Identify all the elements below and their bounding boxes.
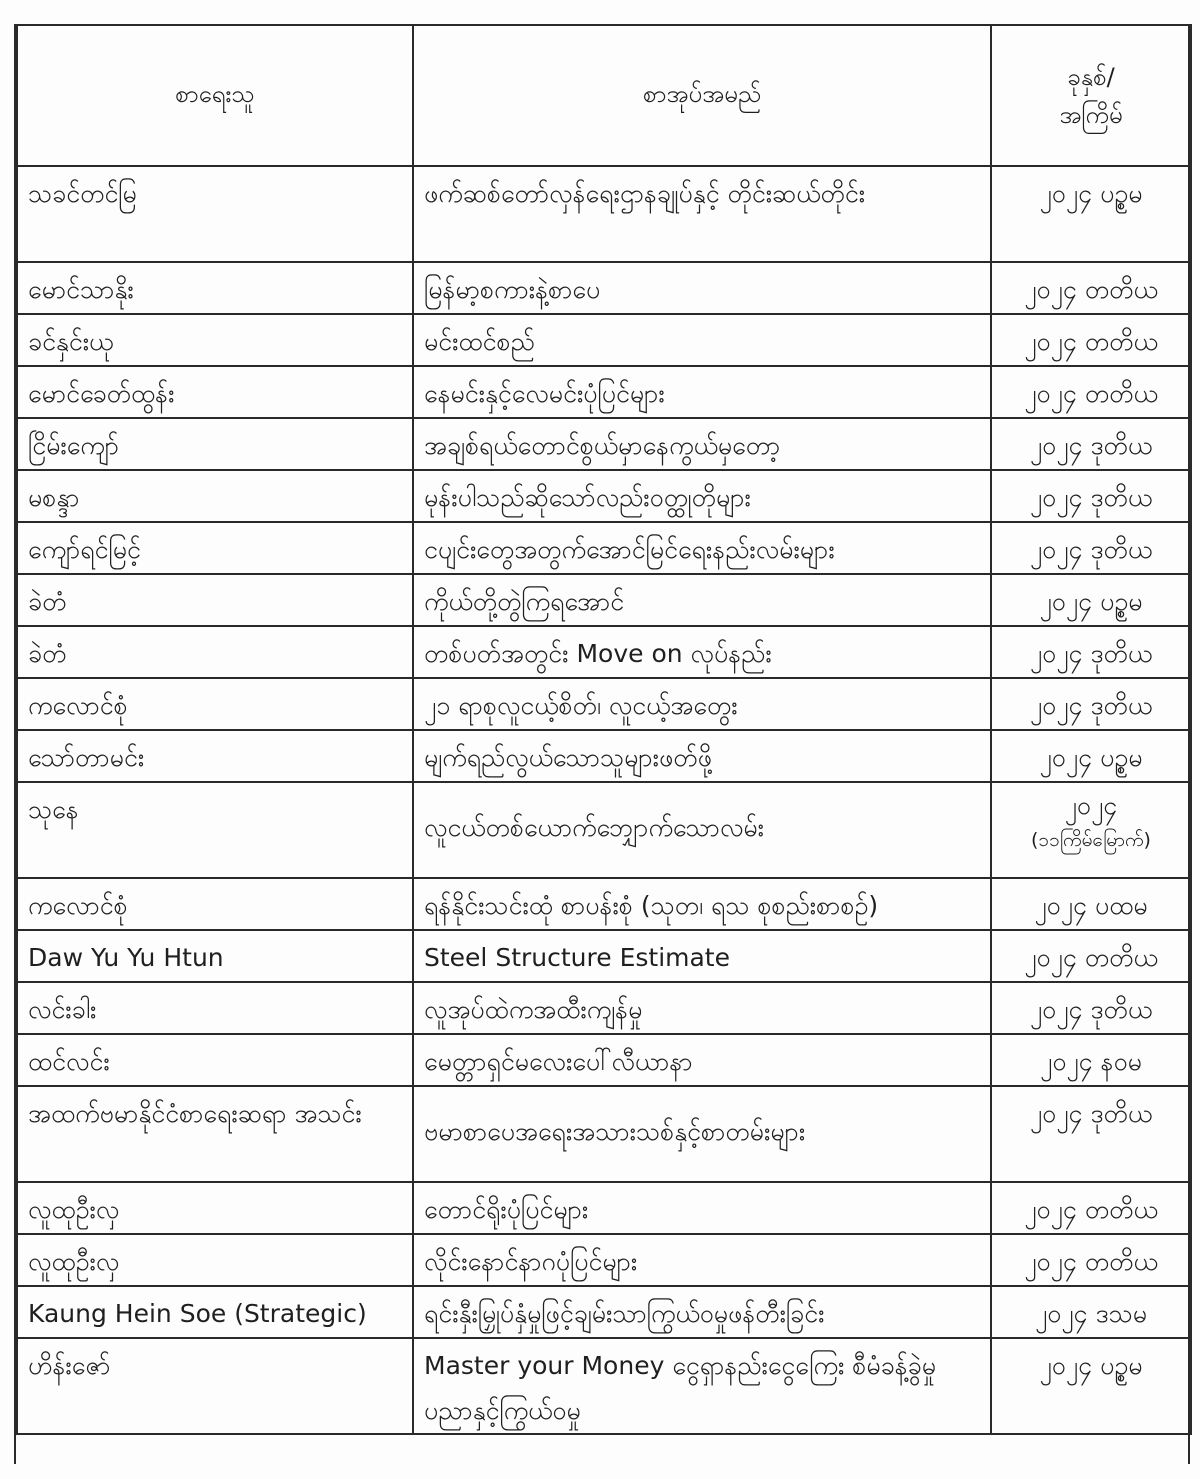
edition-cell: ၂၀၂၄ တတိယ	[991, 314, 1191, 366]
edition-cell: ၂၀၂၄ ပထမ	[991, 878, 1191, 930]
edition-note: (၁၁ကြိမ်မြောက်)	[1031, 829, 1151, 851]
author-cell: အထက်ဗမာနိုင်ငံစာရေးဆရာ အသင်း	[17, 1086, 413, 1182]
table-row	[17, 418, 1191, 470]
title-cell: Master your Money ငွေရှာနည်းငွေကြေး စီမံခန့်ခွဲမှုပညာနှင့်ကြွယ်ဝမှု	[413, 1338, 991, 1434]
author-cell: လူထုဦးလှ	[17, 1234, 413, 1286]
author-cell: မစန္ဒာ	[17, 470, 413, 522]
table-row	[17, 470, 1191, 522]
title-cell: အချစ်ရယ်တောင်စွယ်မှာနေကွယ်မှတော့	[413, 418, 991, 470]
title-cell: ဗမာစာပေအရေးအသားသစ်နှင့်စာတမ်းများ	[413, 1086, 991, 1182]
edition-cell: ၂၀၂၄ ပဥ္စမ	[991, 730, 1191, 782]
title-cell: မေတ္တာရှင်မလေးပေါ်လီယာနာ	[413, 1034, 991, 1086]
table-row	[17, 1086, 1191, 1182]
edition-cell: ၂၀၂၄ တတိယ	[991, 262, 1191, 314]
title-cell: ကိုယ်တို့တွဲကြရအောင်	[413, 574, 991, 626]
author-cell: သော်တာမင်း	[17, 730, 413, 782]
table-row	[17, 166, 1191, 262]
author-cell: ကျော်ရင်မြင့်	[17, 522, 413, 574]
title-cell: မုန်းပါသည်ဆိုသော်လည်းဝတ္ထုတိုများ	[413, 470, 991, 522]
table-row	[17, 678, 1191, 730]
table-row	[17, 782, 1191, 878]
edition-cell: ၂၀၂၄ တတိယ	[991, 1234, 1191, 1286]
author-cell: ထင်လင်း	[17, 1034, 413, 1086]
header-edition	[991, 25, 1191, 166]
title-cell: ဖက်ဆစ်တော်လှန်ရေးဌာနချုပ်နှင့် တိုင်းဆယ်တိုင်း	[413, 166, 991, 262]
author-cell: သုနေ	[17, 782, 413, 878]
author-cell: မောင်ခေတ်ထွန်း	[17, 366, 413, 418]
edition-cell	[991, 782, 1191, 878]
edition-cell: ၂၀၂၄ ဒသမ	[991, 1286, 1191, 1338]
title-cell: လူအုပ်ထဲကအထီးကျန်မှု	[413, 982, 991, 1034]
title-cell: ၂၁ ရာစုလူငယ့်စိတ်၊ လူငယ့်အတွေး	[413, 678, 991, 730]
book-list-table	[16, 24, 1192, 1435]
edition-cell: ၂၀၂၄ ဒုတိယ	[991, 418, 1191, 470]
author-cell: Kaung Hein Soe (Strategic)	[17, 1286, 413, 1338]
edition-cell: ၂၀၂၄ ပဥ္စမ	[991, 166, 1191, 262]
edition-cell: ၂၀၂၄ ဒုတိယ	[991, 678, 1191, 730]
table-row	[17, 574, 1191, 626]
author-cell: လင်းခါး	[17, 982, 413, 1034]
table-header-row	[17, 25, 1191, 166]
author-cell: ခဲတံ	[17, 574, 413, 626]
author-cell: သခင်တင်မြ	[17, 166, 413, 262]
title-cell: လူငယ်တစ်ယောက်ဘျှောက်သောလမ်း	[413, 782, 991, 878]
title-cell: မျက်ရည်လွယ်သောသူများဖတ်ဖို့	[413, 730, 991, 782]
table-row	[17, 1182, 1191, 1234]
author-cell: ငြိမ်းကျော်	[17, 418, 413, 470]
table-row	[17, 522, 1191, 574]
edition-cell: ၂၀၂၄ ဒုတိယ	[991, 982, 1191, 1034]
author-cell: ခင်နှင်းယု	[17, 314, 413, 366]
title-cell: Steel Structure Estimate	[413, 930, 991, 982]
header-title: စာအုပ်အမည်	[413, 25, 991, 166]
edition-year: ၂၀၂၄	[1064, 791, 1118, 820]
edition-cell: ၂၀၂၄ ဒုတိယ	[991, 470, 1191, 522]
author-cell: ခဲတံ	[17, 626, 413, 678]
title-cell: ရန်နိုင်းသင်းထုံ စာပန်းစုံ (သုတ၊ ရသ စုစည်းစာစဉ်)	[413, 878, 991, 930]
header-edition-line2: အကြိမ်	[1059, 100, 1123, 129]
table-row	[17, 1338, 1191, 1434]
table-row	[17, 982, 1191, 1034]
edition-cell: ၂၀၂၄ တတိယ	[991, 930, 1191, 982]
author-cell: မောင်သာနိုး	[17, 262, 413, 314]
author-cell: ကလောင်စုံ	[17, 678, 413, 730]
table-row	[17, 878, 1191, 930]
title-cell: တောင်ရိုးပုံပြင်များ	[413, 1182, 991, 1234]
edition-cell: ၂၀၂၄ တတိယ	[991, 366, 1191, 418]
table-row	[17, 1234, 1191, 1286]
edition-cell: ၂၀၂၄ ဒုတိယ	[991, 522, 1191, 574]
table-row	[17, 730, 1191, 782]
edition-cell: ၂၀၂၄ ပဥ္စမ	[991, 574, 1191, 626]
header-author: စာရေးသူ	[17, 25, 413, 166]
table-row	[17, 626, 1191, 678]
author-cell: လူထုဦးလှ	[17, 1182, 413, 1234]
title-cell: မြန်မာ့စကားနဲ့စာပေ	[413, 262, 991, 314]
edition-cell: ၂၀၂၄ ပဥ္စမ	[991, 1338, 1191, 1434]
edition-cell: ၂၀၂၄ တတိယ	[991, 1182, 1191, 1234]
title-cell: နေမင်းနှင့်လေမင်းပုံပြင်များ	[413, 366, 991, 418]
author-cell: ကလောင်စုံ	[17, 878, 413, 930]
table-row	[17, 314, 1191, 366]
edition-cell: ၂၀၂၄ ဒုတိယ	[991, 626, 1191, 678]
table-row	[17, 930, 1191, 982]
title-cell: တစ်ပတ်အတွင်း Move on လုပ်နည်း	[413, 626, 991, 678]
header-edition-line1: ခုနှစ်/	[1067, 62, 1115, 91]
table-row	[17, 1034, 1191, 1086]
table-row	[17, 366, 1191, 418]
title-cell: ရင်းနှီးမြှုပ်နှံမှုဖြင့်ချမ်းသာကြွယ်ဝမှုဖန်တီးခြင်း	[413, 1286, 991, 1338]
table-row	[17, 262, 1191, 314]
table-row	[17, 1286, 1191, 1338]
edition-cell: ၂၀၂၄ ဒုတိယ	[991, 1086, 1191, 1182]
edition-cell: ၂၀၂၄ နဝမ	[991, 1034, 1191, 1086]
author-cell: Daw Yu Yu Htun	[17, 930, 413, 982]
author-cell: ဟိန်းဇော်	[17, 1338, 413, 1434]
title-cell: မင်းထင်စည်	[413, 314, 991, 366]
title-cell: လိုင်းနောင်နာဂပုံပြင်များ	[413, 1234, 991, 1286]
title-cell: ငပျင်းတွေအတွက်အောင်မြင်ရေးနည်းလမ်းများ	[413, 522, 991, 574]
